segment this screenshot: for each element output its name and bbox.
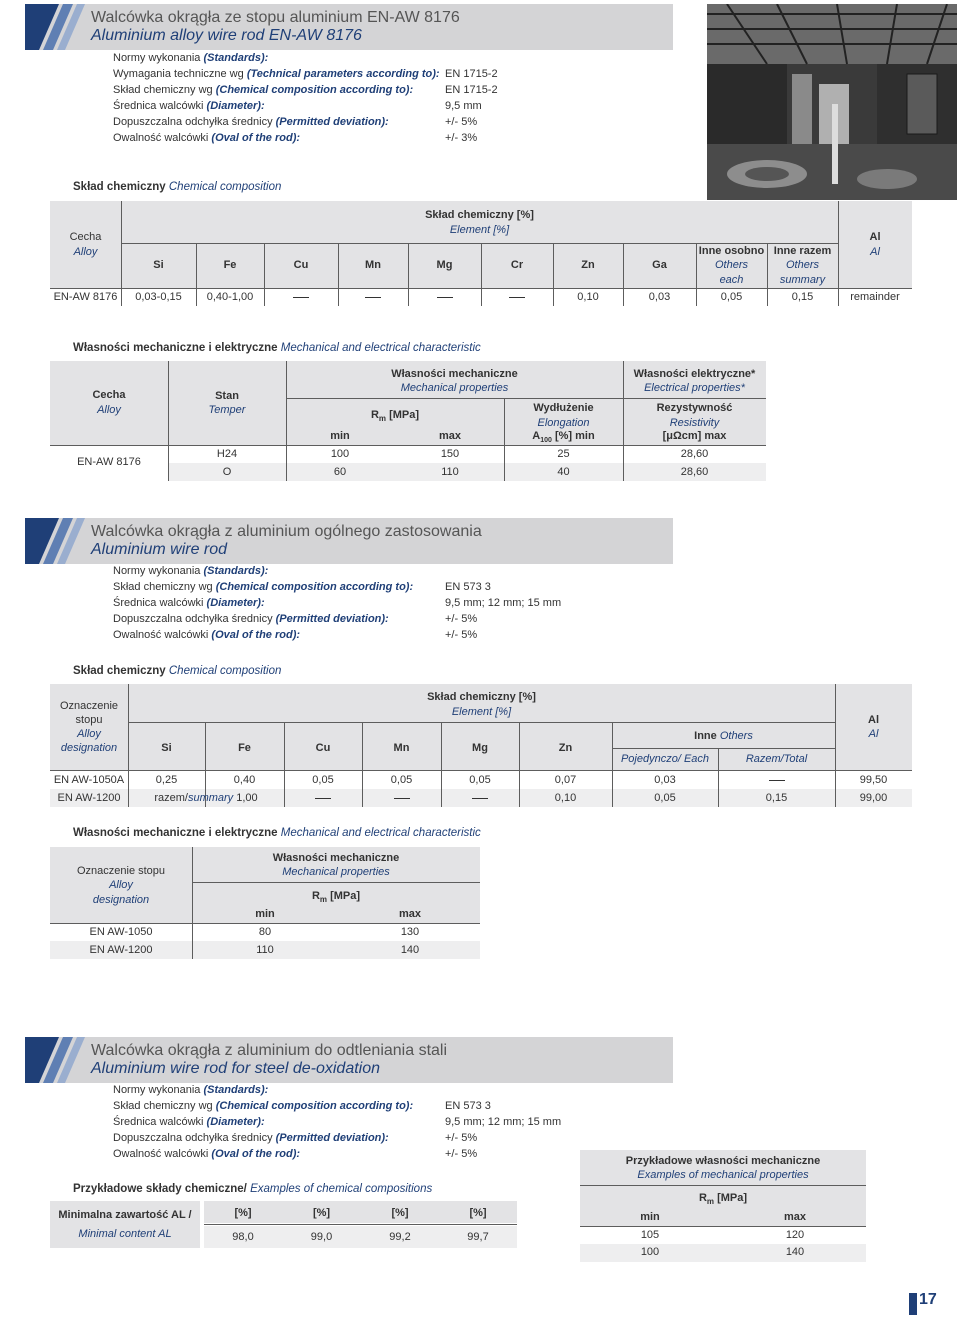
- title-stripes-icon: [25, 518, 97, 564]
- cell-each: 0,05: [720, 291, 743, 303]
- cell-alloy: EN AW-1200: [89, 944, 153, 956]
- title-stripes-icon: [25, 4, 97, 50]
- header-max: max: [398, 908, 422, 920]
- factory-photo: [707, 4, 957, 200]
- header-mech-pl: Własności mechaniczne: [391, 368, 518, 380]
- cell-cu: [264, 291, 338, 303]
- cell-zn: 0,10: [554, 792, 577, 804]
- cell-alloy: EN AW-1050: [89, 926, 153, 938]
- spec-value: +/- 5%: [445, 613, 478, 625]
- header-a100: $A_{100}$ [%] min: [532, 430, 595, 445]
- cell-a100: 25: [557, 448, 570, 460]
- cell-ga: 0,03: [648, 291, 671, 303]
- spec-value: +/- 5%: [445, 1132, 478, 1144]
- spec-row: Dopuszczalna odchyłka średnicy (Permitted deviation):: [113, 1132, 389, 1144]
- header-rezystywnosc: Rezystywność: [656, 402, 733, 414]
- element-header: Si: [161, 742, 172, 754]
- cell-res: 28,60: [680, 448, 709, 460]
- header-unit: [%]: [469, 1207, 487, 1219]
- cell-fe: 0,40-1,00: [206, 291, 254, 303]
- header-rm: $R_m$ [MPa]: [698, 1192, 748, 1207]
- cell-stan: H24: [216, 448, 238, 460]
- header-wydluzenie: Wydłużenie: [533, 402, 594, 414]
- header-alloy: Alloy: [73, 246, 98, 258]
- spec-value: 9,5 mm; 12 mm; 15 mm: [445, 1116, 562, 1128]
- cell-each: 0,03: [654, 774, 676, 786]
- header-inne-others: Inne Others: [694, 730, 753, 742]
- cell-cu: [284, 792, 362, 804]
- cell-cu: 0,05: [312, 774, 334, 786]
- spec-row: Normy wykonania (Standards):: [113, 1084, 269, 1096]
- cell-fe: 0,40: [233, 774, 256, 786]
- header-res-unit: [μΩcm] max: [662, 430, 727, 442]
- cell-al: remainder: [850, 291, 900, 303]
- header-al: Al: [869, 231, 881, 243]
- cell-si-fe: razem/summary 1,00: [154, 792, 258, 804]
- header-elongation: Elongation: [537, 417, 590, 429]
- header-min-content-pl: Minimalna zawartość AL /: [58, 1209, 192, 1221]
- header-max: max: [783, 1211, 807, 1223]
- cell-max: 130: [400, 926, 420, 938]
- section3-chem-heading: Przykładowe składy chemiczne/ Examples of chemical compositions: [73, 1183, 433, 1195]
- cell-mn: [362, 792, 441, 804]
- cell-alloy: EN-AW 8176: [53, 291, 118, 303]
- cell-total: [718, 774, 835, 786]
- header-group-en: Element [%]: [451, 706, 512, 718]
- header-mech-pl: Przykładowe własności mechaniczne: [625, 1155, 821, 1167]
- element-header: Cu: [315, 742, 331, 754]
- section2-chem-heading: Skład chemiczny Chemical composition: [73, 665, 282, 677]
- header-designation: designation: [92, 894, 150, 906]
- spec-row: Średnica walcówki (Diameter):: [113, 597, 265, 609]
- header-alloy: Alloy: [77, 728, 101, 740]
- header-each: each: [719, 274, 744, 286]
- section1-chem-heading: Skład chemiczny Chemical composition: [73, 181, 282, 193]
- spec-value: EN 573 3: [445, 1100, 491, 1112]
- spec-row: Dopuszczalna odchyłka średnicy (Permitted deviation):: [113, 613, 389, 625]
- header-mech-en: Examples of mechanical properties: [637, 1169, 809, 1181]
- element-header: Mg: [436, 259, 453, 271]
- cell-value: 99,7: [467, 1231, 489, 1243]
- cell-a100: 40: [557, 466, 570, 478]
- header-group-pl: Skład chemiczny [%]: [427, 691, 536, 703]
- section3-title-pl: Walcówka okrągła z aluminium do odtleniania stali: [91, 1042, 448, 1059]
- section1-title-pl: Walcówka okrągła ze stopu aluminium EN-AW 8176: [91, 9, 460, 26]
- section1-title-en: Aluminium alloy wire rod EN-AW 8176: [91, 27, 362, 44]
- page-number-bar: [909, 1293, 917, 1315]
- cell-stan: O: [222, 466, 232, 478]
- cell-zn: 0,10: [577, 291, 599, 303]
- cell-each: 0,05: [654, 792, 676, 804]
- header-resistivity: Resistivity: [669, 417, 720, 429]
- cell-zn: 0,07: [554, 774, 577, 786]
- cell-value: 98,0: [232, 1231, 254, 1243]
- header-others-each: Others: [714, 259, 748, 271]
- spec-row: Średnica walcówki (Diameter):: [113, 100, 265, 112]
- header-alloy: Alloy: [109, 879, 133, 891]
- cell-max: 140: [785, 1246, 805, 1258]
- element-header: Mg: [472, 742, 488, 754]
- cell-si: 0,25: [155, 774, 178, 786]
- section2-mech-heading: Własności mechaniczne i elektryczne Mechanical and electrical characteristic: [73, 827, 481, 839]
- cell-max: 110: [441, 466, 459, 478]
- header-inne-osobno: Inne osobno: [698, 245, 765, 257]
- header-cecha: Cecha: [92, 389, 126, 401]
- spec-value: 9,5 mm; 12 mm; 15 mm: [445, 597, 562, 609]
- header-cecha: Cecha: [69, 231, 102, 243]
- header-max: max: [438, 430, 462, 442]
- header-designation: designation: [60, 742, 118, 754]
- header-mech-en: Mechanical properties: [400, 382, 509, 394]
- page-number: 17: [919, 1291, 937, 1308]
- cell-max: 150: [440, 448, 460, 460]
- spec-value: EN 1715-2: [445, 84, 498, 96]
- spec-row: Skład chemiczny wg (Chemical composition according to):: [113, 1100, 414, 1112]
- header-total: Razem/Total: [745, 753, 808, 765]
- header-mech-pl: Własności mechaniczne: [272, 852, 400, 864]
- header-al-en: Al: [868, 728, 879, 740]
- section2-title-en: Aluminium wire rod: [91, 541, 228, 558]
- header-summary: summary: [779, 274, 826, 286]
- header-rm: $R_m$ [MPa]: [370, 409, 420, 424]
- header-each: Pojedynczo/ Each: [620, 753, 710, 765]
- spec-value: 9,5 mm: [445, 100, 482, 112]
- element-header: Si: [153, 259, 164, 271]
- element-header: Cr: [510, 259, 524, 271]
- cell-mg: 0,05: [469, 774, 491, 786]
- cell-value: 99,2: [389, 1231, 411, 1243]
- header-min-content-en: Minimal content AL: [78, 1228, 172, 1240]
- spec-row: Wymagania techniczne wg (Technical parameters according to):: [113, 68, 440, 80]
- header-temper: Temper: [208, 404, 246, 416]
- spec-value: +/- 3%: [445, 132, 478, 144]
- element-header: Cu: [293, 259, 309, 271]
- element-header: Zn: [581, 259, 595, 271]
- section2-title-pl: Walcówka okrągła z aluminium ogólnego zastosowania: [91, 523, 482, 540]
- spec-row: Dopuszczalna odchyłka średnicy (Permitted deviation):: [113, 116, 389, 128]
- cell-min: 100: [640, 1246, 660, 1258]
- spec-value: +/- 5%: [445, 629, 478, 641]
- element-header: Mn: [393, 742, 410, 754]
- header-min: min: [640, 1211, 660, 1223]
- cell-min: 110: [256, 944, 274, 956]
- header-rm: $R_m$ [MPa]: [311, 890, 361, 905]
- spec-row: Skład chemiczny wg (Chemical composition according to):: [113, 84, 414, 96]
- title-stripes-icon: [25, 1037, 97, 1083]
- header-mech-en: Mechanical properties: [282, 866, 390, 878]
- header-min: min: [255, 908, 275, 920]
- header-group-pl: Skład chemiczny [%]: [425, 209, 534, 221]
- header-group-en: Element [%]: [449, 224, 510, 236]
- spec-row: Normy wykonania (Standards):: [113, 52, 269, 64]
- cell-value: 99,0: [310, 1231, 333, 1243]
- element-header: Fe: [238, 742, 251, 754]
- header-min: min: [330, 430, 350, 442]
- cell-min: 80: [258, 926, 272, 938]
- cell-alloy: EN-AW 8176: [77, 456, 141, 468]
- cell-max: 120: [785, 1229, 805, 1241]
- cell-cr: [481, 291, 553, 303]
- header-unit: [%]: [234, 1207, 252, 1219]
- spec-row: Skład chemiczny wg (Chemical composition according to):: [113, 581, 414, 593]
- element-header: Mn: [365, 259, 381, 271]
- cell-al: 99,50: [859, 774, 888, 786]
- cell-alloy: EN AW-1200: [57, 792, 121, 804]
- spec-value: EN 573 3: [445, 581, 491, 593]
- header-al: Al: [868, 714, 879, 726]
- section3-title-en: Aluminium wire rod for steel de-oxidation: [91, 1060, 381, 1077]
- header-elec-pl: Własności elektryczne*: [633, 368, 756, 380]
- cell-min: 105: [640, 1229, 660, 1241]
- spec-value: EN 1715-2: [445, 68, 498, 80]
- spec-value: +/- 5%: [445, 1148, 478, 1160]
- cell-sum: 0,15: [791, 291, 814, 303]
- cell-alloy: EN AW-1050A: [53, 774, 125, 786]
- spec-row: Normy wykonania (Standards):: [113, 565, 269, 577]
- header-al-en: Al: [870, 246, 880, 258]
- header-stan: Stan: [215, 390, 239, 402]
- spec-row: Średnica walcówki (Diameter):: [113, 1116, 265, 1128]
- cell-res: 28,60: [680, 466, 709, 478]
- cell-mg: [408, 291, 481, 303]
- cell-max: 140: [400, 944, 420, 956]
- cell-mn: 0,05: [390, 774, 413, 786]
- spec-row: Owalność walcówki (Oval of the rod):: [113, 629, 301, 641]
- cell-min: 60: [333, 466, 347, 478]
- element-header: Fe: [223, 259, 237, 271]
- header-unit: [%]: [391, 1207, 409, 1219]
- header-others-sum: Others: [785, 259, 819, 271]
- cell-si: 0,03-0,15: [135, 291, 182, 303]
- header-inne-razem: Inne razem: [773, 245, 832, 257]
- header-elec-en: Electrical properties*: [644, 382, 745, 394]
- element-header: Zn: [558, 742, 573, 754]
- header-unit: [%]: [312, 1207, 331, 1219]
- header-stopu: stopu: [75, 714, 103, 726]
- header-alloy: Alloy: [97, 404, 121, 416]
- cell-mg: [441, 792, 519, 804]
- cell-total: 0,15: [765, 792, 788, 804]
- section1-mech-heading: Własności mechaniczne i elektryczne Mechanical and electrical characteristic: [73, 342, 481, 354]
- cell-mn: [338, 291, 408, 303]
- spec-row: Owalność walcówki (Oval of the rod):: [113, 1148, 301, 1160]
- element-header: Ga: [652, 259, 667, 271]
- header-oznaczenie: Oznaczenie: [59, 700, 119, 712]
- cell-al: 99,00: [859, 792, 888, 804]
- spec-row: Owalność walcówki (Oval of the rod):: [113, 132, 301, 144]
- spec-value: +/- 5%: [445, 116, 478, 128]
- cell-min: 100: [330, 448, 350, 460]
- header-oznaczenie-stopu: Oznaczenie stopu: [76, 865, 166, 877]
